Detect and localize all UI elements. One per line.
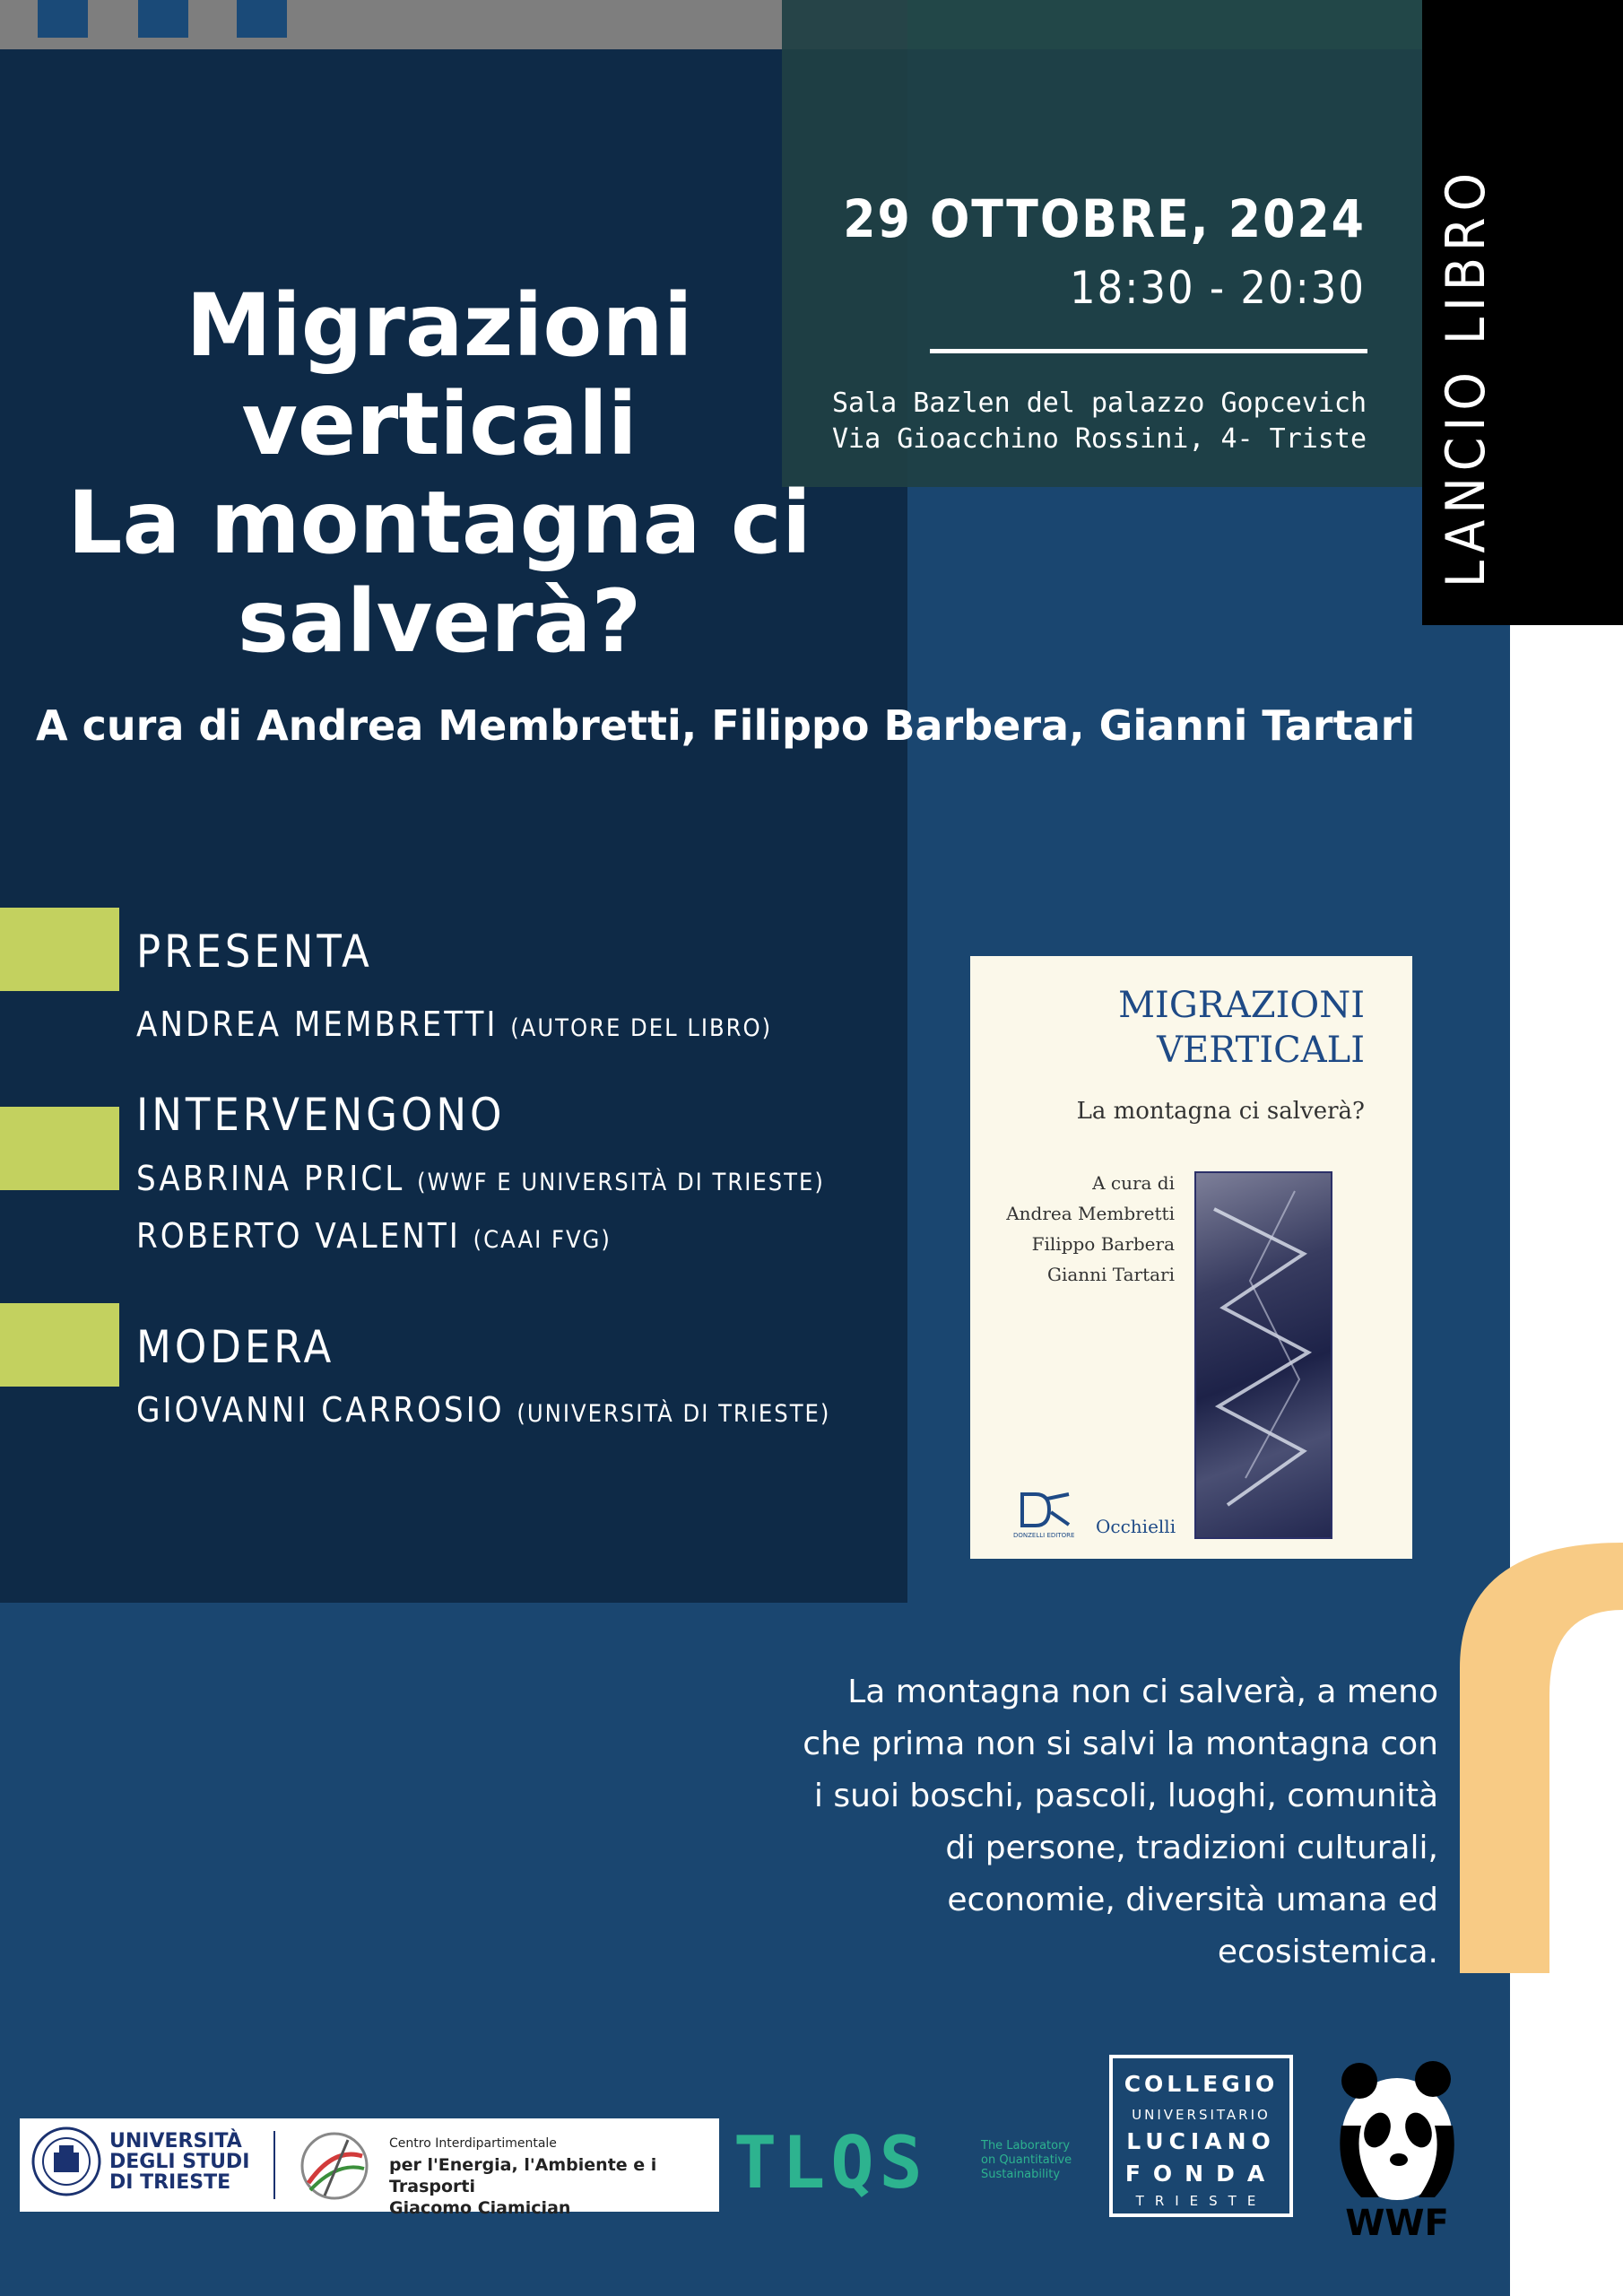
person-affiliation: (AUTORE DEL LIBRO) xyxy=(510,1014,773,1042)
venue-line: Via Gioacchino Rossini, 4- Triste xyxy=(831,423,1367,455)
accent-bar xyxy=(0,1107,119,1190)
cover-series: Occhielli xyxy=(1096,1516,1176,1537)
cover-editor-line: A cura di xyxy=(1092,1172,1175,1194)
partner-logos-box xyxy=(20,2118,719,2218)
university-name-line: DI TRIESTE xyxy=(109,2171,231,2194)
event-date: 29 OTTOBRE, 2024 xyxy=(843,188,1366,249)
cover-subtitle: La montagna ci salverà? xyxy=(1076,1098,1365,1125)
program-role: MODERA xyxy=(136,1321,335,1373)
person-affiliation: (CAAI FVG) xyxy=(473,1226,612,1254)
program-role: PRESENTA xyxy=(136,926,373,978)
book-cover xyxy=(970,956,1412,1559)
tlqs-caption-line: The Laboratory xyxy=(981,2139,1071,2152)
cover-title-line: VERTICALI xyxy=(1157,1030,1365,1071)
program-role: INTERVENGONO xyxy=(136,1089,506,1141)
collegio-line: UNIVERSITARIO xyxy=(1132,2107,1271,2123)
venue-line: Sala Bazlen del palazzo Gopcevich xyxy=(831,387,1367,419)
collegio-line: FONDA xyxy=(1124,2161,1278,2187)
program-person xyxy=(136,1004,772,1044)
cover-editors xyxy=(970,1168,1175,1290)
university-name xyxy=(109,2131,271,2193)
person-affiliation: (WWF E UNIVERSITÀ DI TRIESTE) xyxy=(417,1169,825,1196)
collegio-line: COLLEGIO xyxy=(1124,2071,1279,2097)
right-white-strip xyxy=(1510,623,1623,2296)
tlqs-logo xyxy=(733,2112,1088,2211)
accent-bar xyxy=(0,908,119,991)
cover-editor-line: Gianni Tartari xyxy=(1046,1264,1175,1285)
ciamician-line: Giacomo Ciamician xyxy=(389,2198,571,2218)
cover-title xyxy=(970,983,1365,1073)
tlqs-letters: TLQS xyxy=(733,2121,928,2205)
program-person xyxy=(136,1390,830,1430)
event-time: 18:30 - 20:30 xyxy=(1069,262,1366,314)
person-name: GIOVANNI CARROSIO xyxy=(136,1390,505,1430)
top-square-decoration xyxy=(237,0,287,38)
collegio-line: TRIESTE xyxy=(1135,2193,1267,2209)
panda-icon xyxy=(1325,2054,1469,2206)
event-venue xyxy=(789,386,1367,457)
ciamician-logo-icon xyxy=(298,2129,371,2203)
person-name: SABRINA PRICL xyxy=(136,1159,405,1198)
book-title-line: salverà? xyxy=(237,571,642,672)
publisher-logo-icon xyxy=(1013,1485,1076,1539)
university-name-line: DEGLI STUDI xyxy=(109,2151,250,2173)
person-name: ROBERTO VALENTI xyxy=(136,1216,461,1256)
logo-divider xyxy=(273,2131,275,2199)
book-quote: La montagna non ci salverà, a meno che prima non si salvi la montagna con i suoi boschi, pascoli, luoghi, comunità di persone, tradizioni culturali, economie, diversità umana ed ecosistemica. xyxy=(803,1674,1438,1970)
cover-title-line: MIGRAZIONI xyxy=(1118,985,1365,1026)
wwf-label: WWF xyxy=(1345,2203,1449,2244)
tlqs-caption-line: on Quantitative xyxy=(981,2153,1072,2167)
university-name-line: UNIVERSITÀ xyxy=(109,2130,242,2152)
cover-editor-line: Andrea Membretti xyxy=(1006,1203,1175,1224)
accent-bar xyxy=(0,1303,119,1387)
cover-editor-line: Filippo Barbera xyxy=(1031,1233,1175,1255)
book-title-line: La montagna ci xyxy=(67,473,812,573)
snow-trail-graphic xyxy=(1196,1173,1331,1537)
person-name: ANDREA MEMBRETTI xyxy=(136,1004,499,1044)
program-person xyxy=(136,1159,825,1198)
book-title-line: verticali xyxy=(241,374,638,474)
arch-decoration xyxy=(1460,1543,1623,1973)
top-square-decoration xyxy=(138,0,188,38)
book-title-line: Migrazioni xyxy=(186,275,693,376)
book-editors: A cura di Andrea Membretti, Filippo Barbera, Gianni Tartari xyxy=(36,701,1416,750)
ciamician-line: per l'Energia, l'Ambiente e i Trasporti xyxy=(389,2155,657,2196)
top-square-decoration xyxy=(38,0,88,38)
cover-photo xyxy=(1194,1171,1332,1539)
tlqs-caption xyxy=(981,2139,1098,2182)
collegio-logo xyxy=(1109,2055,1293,2217)
ciamician-line: Centro Interdipartimentale xyxy=(389,2136,557,2151)
publisher-caption: DONZELLI EDITORE xyxy=(1013,1532,1075,1539)
wwf-logo xyxy=(1325,2054,1469,2242)
program-person xyxy=(136,1216,612,1256)
collegio-line: LUCIANO xyxy=(1126,2128,1276,2154)
book-title xyxy=(54,276,825,671)
tlqs-caption-line: Sustainability xyxy=(981,2168,1061,2181)
university-seal-icon xyxy=(30,2126,102,2197)
ciamician-text xyxy=(389,2133,719,2219)
person-affiliation: (UNIVERSITÀ DI TRIESTE) xyxy=(516,1400,831,1428)
date-divider xyxy=(930,349,1367,353)
event-tag-label: LANCIO LIBRO xyxy=(1435,167,1497,587)
